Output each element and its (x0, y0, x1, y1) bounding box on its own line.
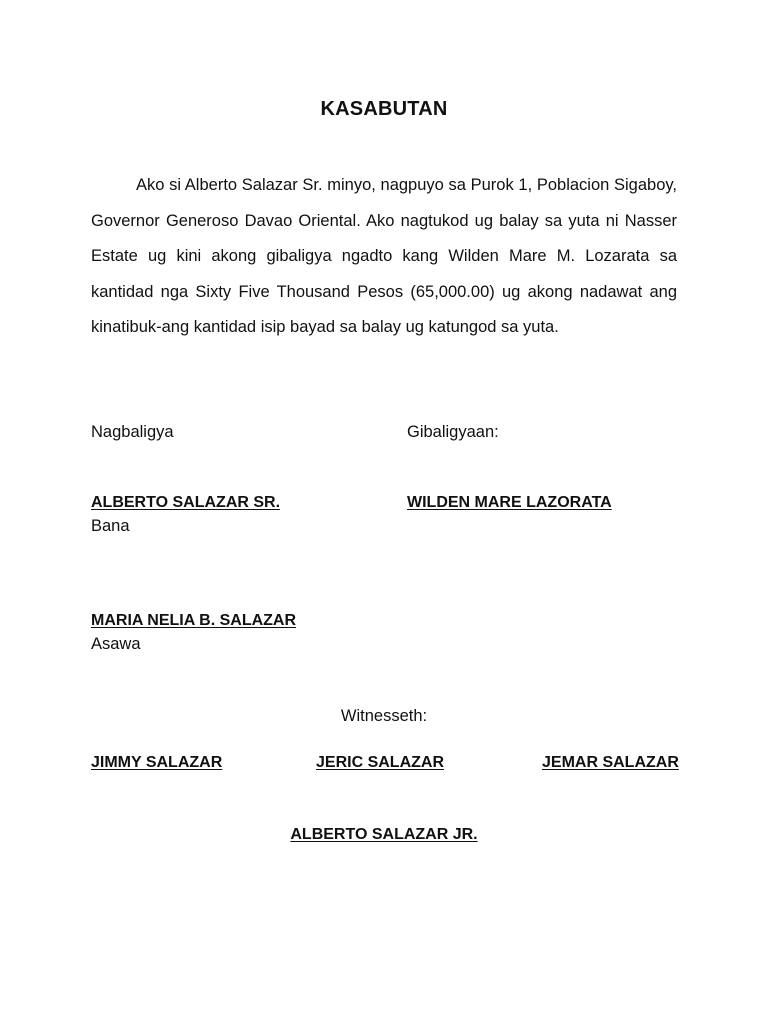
seller-role: Bana (91, 517, 130, 535)
seller-name: ALBERTO SALAZAR SR. (91, 494, 281, 511)
witness-name: JERIC SALAZAR (316, 754, 445, 771)
spouse-name: MARIA NELIA B. SALAZAR (91, 612, 297, 629)
witness-name: ALBERTO SALAZAR JR. (290, 826, 478, 843)
witness-name: JEMAR SALAZAR (542, 754, 679, 771)
spouse-role: Asawa (91, 635, 141, 653)
buyer-label: Gibaligyaan: (407, 423, 499, 441)
witness-label: Witnesseth: (340, 707, 428, 725)
agreement-paragraph: Ako si Alberto Salazar Sr. minyo, nagpuyo sa Purok 1, Poblacion Sigaboy, Governor Generoso Davao Oriental. Ako nagtukod ug balay sa yuta ni Nasser Estate ug kini akong gibaligya ngadto kang Wilden Mare M. Lozarata sa kantidad nga Sixty Five Thousand Pesos (65,000.00) ug akong nadawat ang kinatibuk-ang kantidad isip bayad sa balay ug katungod sa yuta. (91, 176, 677, 336)
seller-label: Nagbaligya (91, 423, 174, 441)
buyer-name: WILDEN MARE LAZORATA (407, 494, 612, 511)
document-title: KASABUTAN (320, 98, 448, 120)
witness-name: JIMMY SALAZAR (91, 754, 223, 771)
